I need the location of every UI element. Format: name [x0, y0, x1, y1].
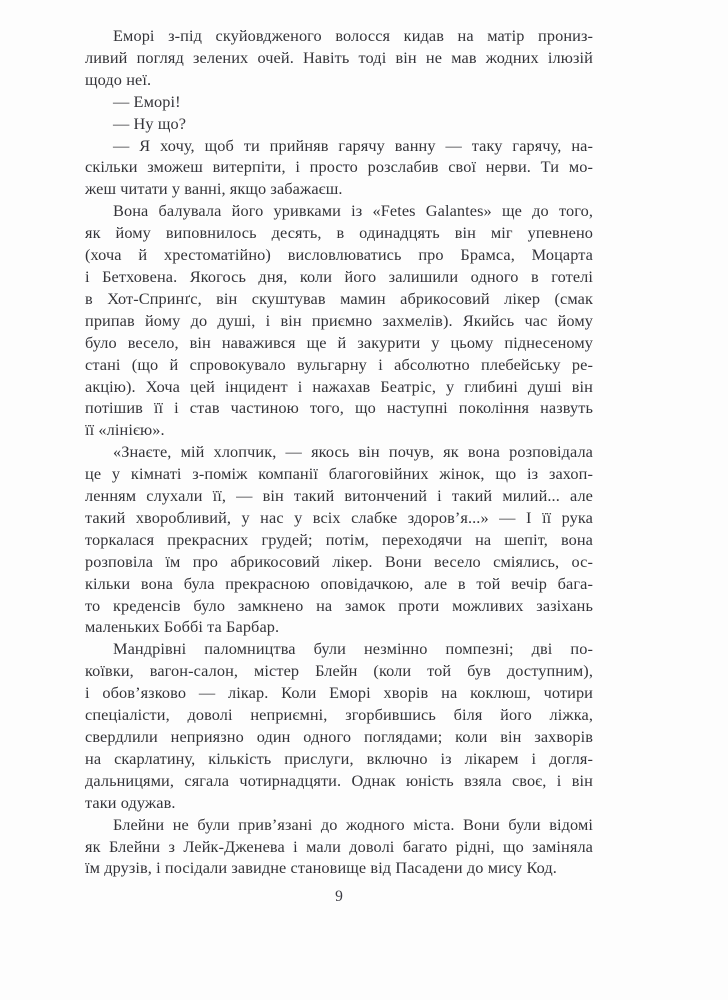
body-text — [85, 25, 593, 879]
text-line: в Хот-Спринґс, він скуштував мамин абрикосовий лікер (смак — [85, 288, 593, 308]
text-line: Мандрівні паломництва були незмінно помпезні; дві по- — [113, 639, 593, 659]
text-line: Вона балувала його уривками із «Fetes Galantes» ще до того, — [113, 201, 593, 221]
text-line: Еморі з-під скуйовдженого волосся кидав на матір прониз- — [113, 26, 593, 45]
text-line: спеціалісти, доволі неприємні, згорбившись біля його ліжка, — [85, 705, 593, 725]
text-line: і обов’язково — лікар. Коли Еморі хворів на коклюш, чотири — [85, 683, 593, 703]
paragraph — [85, 441, 593, 638]
text-line: (хоча й хрестоматійно) висловлюватись про Брамса, Моцарта — [85, 245, 593, 265]
text-line: це у кімнаті з-поміж компанії благоговійних жінок, що із захоп- — [85, 464, 593, 484]
text-line: і Бетховена. Якогось дня, коли його залишили одного в готелі — [85, 266, 593, 286]
text-line: свердлили неприязно один одного поглядами; коли він захворів — [85, 727, 593, 746]
text-line: припав йому до душі, і він приємно захмелів). Якийсь час йому — [85, 310, 593, 330]
text-line: маленьких Боббі та Барбар. — [85, 617, 280, 637]
paragraph — [85, 814, 593, 880]
text-line: кільки вона була прекрасною оповідачкою, але в той вечір бага- — [85, 573, 593, 593]
paragraph — [85, 135, 593, 201]
text-line: розповіла їм про абрикосовий лікер. Вони весело сміялись, ос- — [85, 551, 593, 571]
text-line: ленням слухали її, — він такий витончений і такий милий... але — [85, 486, 593, 506]
text-line: як Блейни з Лейк-Дженева і мали доволі багато рідні, що заміняла — [85, 836, 593, 856]
text-line: жеш читати у ванні, якщо забажаєш. — [85, 179, 343, 199]
text-line: Блейни не були прив’язані до жодного міста. Вони були відомі — [113, 814, 593, 834]
text-line: як йому виповнилось десять, в одинадцять він міг упевнено — [85, 223, 593, 243]
text-line: стані (що й спровокувало вульгарну і абсолютно плебейську ре- — [85, 354, 593, 374]
text-line: ливий погляд зелених очей. Навіть тоді він не мав жодних ілюзій — [85, 47, 593, 67]
text-line: щодо неї. — [85, 69, 152, 89]
text-line: коївки, вагон-салон, містер Блейн (коли той був доступним), — [85, 661, 593, 681]
text-line: торкалася прекрасних грудей; потім, переходячи на шепіт, вона — [85, 529, 593, 549]
paragraph — [85, 25, 593, 91]
text-line: «Знаєте, мій хлопчик, — якось він почув, як вона розповідала — [113, 442, 593, 462]
page-number: 9 — [335, 888, 343, 905]
text-line: акцію). Хоча цей інцидент і нажахав Беатріс, у глибині душі він — [85, 376, 593, 396]
text-line: скільки зможеш витерпіти, і просто розслабив свої нерви. Ти мо- — [85, 157, 593, 177]
text-line: — Ну що? — [113, 113, 187, 133]
text-line: то креденсів було замкнено на замок проти можливих зазіхань — [85, 595, 593, 615]
paragraph — [85, 113, 593, 135]
paragraph — [85, 91, 593, 113]
text-line: їм друзів, і посідали завидне становище від Пасадени до мису Код. — [85, 858, 557, 878]
text-line: — Я хочу, щоб ти прийняв гарячу ванну — таку гарячу, на- — [113, 135, 593, 155]
text-line: було весело, він наважився ще й закурити у цьому піднесеному — [85, 332, 593, 352]
text-line: її «лінією». — [85, 420, 165, 440]
text-line: на скарлатину, кількість прислуги, включно із лікарем і догля- — [85, 748, 593, 768]
text-line: такий хворобливий, у нас у всіх слабке здоров’я...» — І її рука — [85, 507, 593, 527]
text-line: таки одужав. — [85, 792, 176, 812]
text-line: потішив її і став частиною того, що наступні покоління назвуть — [85, 398, 593, 418]
text-line: — Еморі! — [113, 91, 181, 111]
paragraph — [85, 638, 593, 813]
text-line: дальницями, сягала чотирнадцяти. Однак юність взяла своє, і він — [85, 770, 593, 790]
paragraph — [85, 200, 593, 441]
